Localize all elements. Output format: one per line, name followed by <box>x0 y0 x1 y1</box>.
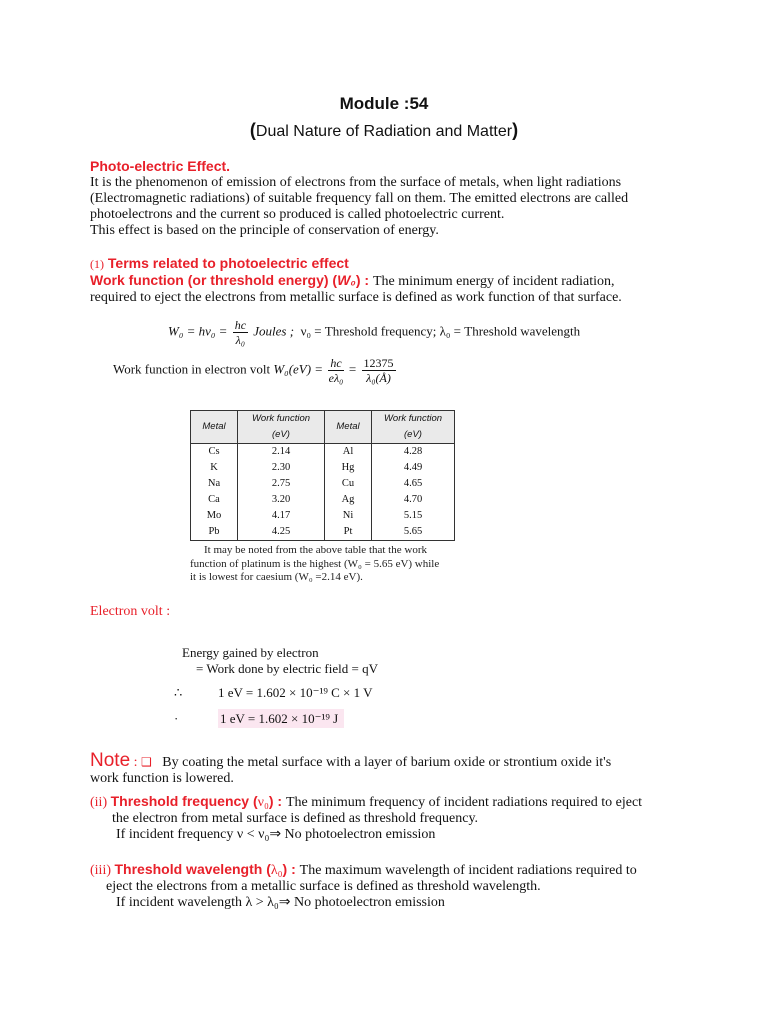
threshold-frequency-condition: If incident frequency ν < ν₀⇒ No photoelectron emission <box>116 827 436 842</box>
ev-line-joule: 1 eV = 1.602 × 10⁻¹⁹ J <box>218 709 344 728</box>
note-colon: : <box>130 755 142 770</box>
table-cell: 5.15 <box>372 508 455 524</box>
table-cell: 4.70 <box>372 492 455 508</box>
table-cell: Pt <box>325 524 372 541</box>
table-row <box>191 444 455 461</box>
table-note-line: It may be noted from the above table that the work <box>204 544 427 556</box>
threshold-wavelength-text-2: eject the electrons from a metallic surface is defined as threshold wavelength. <box>106 879 541 894</box>
work-function-text: The minimum energy of incident radiation, <box>372 274 615 289</box>
formula2-num2: 12375 <box>363 356 394 370</box>
table-cell: 5.65 <box>372 524 455 541</box>
work-function-text-2: required to eject the electrons from metallic surface is defined as work function of that surface. <box>90 290 622 305</box>
intro-line: This effect is based on the principle of conservation of energy. <box>90 223 439 238</box>
ev-line-therefore <box>150 685 410 701</box>
formula1-num: hc <box>234 318 247 332</box>
table-row <box>191 508 455 524</box>
terms-heading-text: Terms related to photoelectric effect <box>104 255 349 271</box>
threshold-frequency-close: ) : <box>268 793 286 809</box>
table-cell: Pb <box>191 524 238 541</box>
threshold-wavelength-label: Threshold wavelength ( <box>114 861 271 877</box>
table-header-cell: Work function (eV) <box>372 411 455 444</box>
table-cell: Al <box>325 444 372 461</box>
table-cell: 4.25 <box>238 524 325 541</box>
formula2-den1: eλ₀ <box>328 371 344 385</box>
terms-heading-num: (1) <box>90 257 104 271</box>
table-cell: Hg <box>325 460 372 476</box>
table-cell: Cu <box>325 476 372 492</box>
formula1-unit: Joules ; <box>253 323 295 339</box>
table-note-line: it is lowest for caesium (W₀ =2.14 eV). <box>190 571 363 583</box>
table-note <box>190 544 460 585</box>
note-paragraph <box>90 752 730 786</box>
table-cell: Cs <box>191 444 238 461</box>
electron-volt-label: Electron volt : <box>90 604 171 619</box>
table-header-cell: Metal <box>191 411 238 444</box>
formula2-lhs: W₀(eV) = <box>273 361 324 377</box>
subtitle-text: Dual Nature of Radiation and Matter <box>255 123 513 140</box>
threshold-wavelength-paragraph <box>90 861 730 911</box>
bullet-dot: · <box>174 711 179 726</box>
formula2-fraction1 <box>328 356 343 385</box>
threshold-wavelength-symbol: λ₀ <box>270 863 283 878</box>
work-function-label: Work function (or threshold energy) ( <box>90 272 338 288</box>
threshold-frequency-paragraph <box>90 793 730 843</box>
formula1-fraction <box>233 318 248 347</box>
note-label: Note <box>90 750 131 771</box>
table-cell: Na <box>191 476 238 492</box>
ev-line-coulomb: 1 eV = 1.602 × 10⁻¹⁹ C × 1 V <box>218 685 373 700</box>
table-cell: Mo <box>191 508 238 524</box>
work-function-table <box>190 410 455 541</box>
table-cell: 2.14 <box>238 444 325 461</box>
electron-volt-block <box>150 645 410 727</box>
threshold-frequency-prefix: (ii) <box>90 795 111 810</box>
formula1-definitions: ν₀ = Threshold frequency; λ₀ = Threshold wavelength <box>300 323 581 339</box>
formula1-den: λ₀ <box>235 333 246 347</box>
subtitle-open-paren: ( <box>249 120 256 140</box>
table-row <box>191 524 455 541</box>
section-heading-photoelectric: Photo-electric Effect. <box>90 158 231 174</box>
table-cell: K <box>191 460 238 476</box>
threshold-wavelength-prefix: (iii) <box>90 863 115 878</box>
work-function-paragraph <box>90 272 730 306</box>
table-cell: Ca <box>191 492 238 508</box>
threshold-wavelength-close: ) : <box>282 861 300 877</box>
table-header-row <box>191 411 455 444</box>
threshold-frequency-label: Threshold frequency ( <box>110 793 258 809</box>
work-function-symbol: W₀ <box>337 272 356 288</box>
formula2-fraction2 <box>362 356 396 385</box>
table-header-cell: Metal <box>325 411 372 444</box>
page-title: Module :54 <box>339 94 429 113</box>
work-function-table-wrap <box>190 410 455 541</box>
note-box-icon: ❑ <box>141 755 152 769</box>
table-cell: 3.20 <box>238 492 325 508</box>
table-note-line: function of platinum is the highest (W₀ = 5.65 eV) while <box>190 557 440 570</box>
table-cell: 2.75 <box>238 476 325 492</box>
ev-line-joule-row <box>150 711 410 727</box>
table-cell: 2.30 <box>238 460 325 476</box>
ev-line-work: = Work done by electric field = qV <box>196 661 378 676</box>
threshold-wavelength-condition: If incident wavelength λ > λ₀⇒ No photoelectron emission <box>116 895 445 910</box>
terms-heading <box>90 255 349 273</box>
formula-work-function <box>168 318 580 347</box>
note-text: By coating the metal surface with a layer of barium oxide or strontium oxide it's <box>162 755 612 770</box>
intro-line: It is the phenomenon of emission of electrons from the surface of metals, when light radiations <box>90 175 622 190</box>
formula2-eq: = <box>348 361 357 377</box>
intro-line: photoelectrons and the current so produced is called photoelectric current. <box>90 207 505 222</box>
formula2-num1: hc <box>330 356 342 370</box>
therefore-symbol: ∴ <box>174 685 183 700</box>
table-row <box>191 476 455 492</box>
formula-electron-volt <box>113 356 398 385</box>
table-cell: 4.28 <box>372 444 455 461</box>
page-subtitle <box>0 120 768 141</box>
intro-line: (Electromagnetic radiations) of suitable frequency fall on them. The emitted electrons are called <box>90 191 629 206</box>
ev-line-energy: Energy gained by electron <box>182 645 319 660</box>
formula2-label: Work function in electron volt <box>113 361 271 377</box>
table-row <box>191 492 455 508</box>
table-row <box>191 460 455 476</box>
threshold-frequency-symbol: ν₀ <box>257 795 269 810</box>
threshold-frequency-text-2: the electron from metal surface is defined as threshold frequency. <box>112 811 479 826</box>
formula1-lhs: W₀ = hν₀ = <box>168 323 228 339</box>
table-header-cell: Work function (eV) <box>238 411 325 444</box>
intro-paragraph <box>90 175 690 239</box>
table-cell: 4.17 <box>238 508 325 524</box>
table-cell: Ni <box>325 508 372 524</box>
table-cell: 4.49 <box>372 460 455 476</box>
threshold-wavelength-text: The maximum wavelength of incident radiations required to <box>299 863 637 878</box>
subtitle-close-paren: ) <box>512 120 519 140</box>
work-function-label-close: ) : <box>355 272 373 288</box>
note-text-2: work function is lowered. <box>90 771 234 786</box>
table-cell: Ag <box>325 492 372 508</box>
threshold-frequency-text: The minimum frequency of incident radiations required to eject <box>285 795 643 810</box>
formula2-den2: λ₀(Å) <box>366 371 391 385</box>
table-cell: 4.65 <box>372 476 455 492</box>
